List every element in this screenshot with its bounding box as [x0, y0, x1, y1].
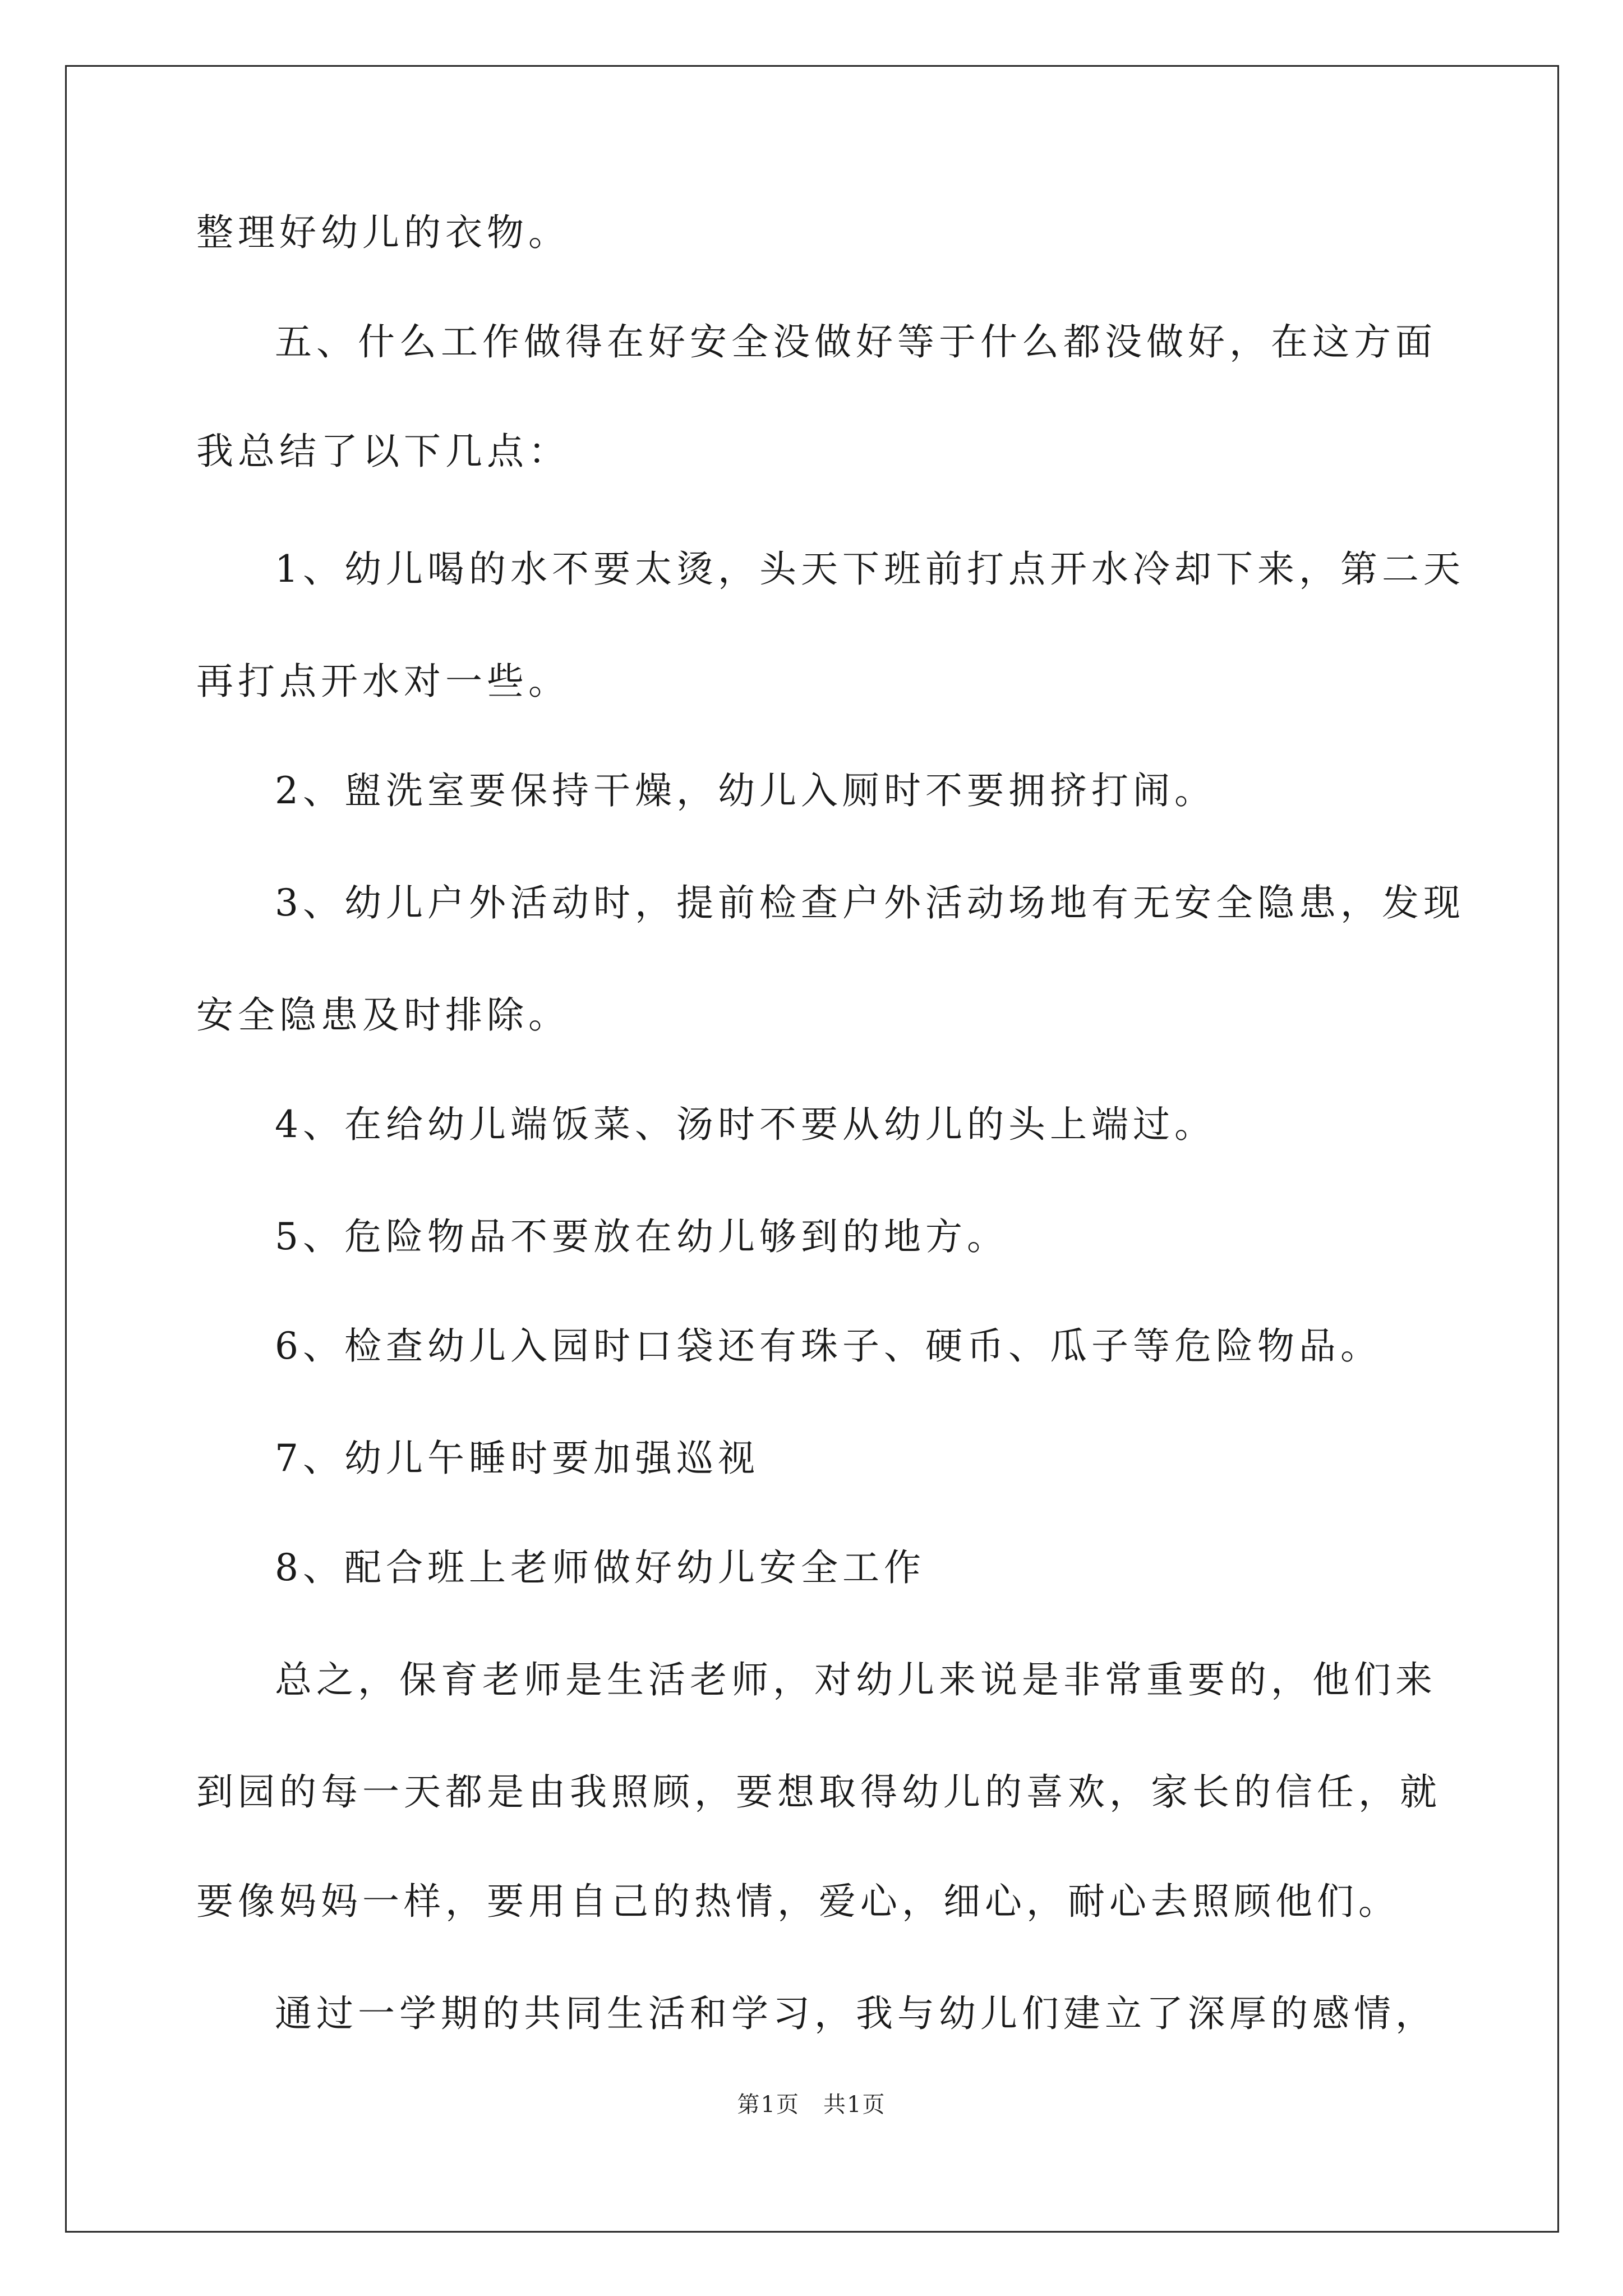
text-line: 7、幼儿午睡时要加强巡视	[275, 1437, 759, 1480]
text-line: 再打点开水对一些。	[196, 660, 570, 703]
text-line: 到园的每一天都是由我照顾，要想取得幼儿的喜欢，家长的信任，就	[196, 1770, 1441, 1814]
text-line: 五、什么工作做得在好安全没做好等于什么都没做好，在这方面	[275, 320, 1437, 364]
text-line: 6、检查幼儿入园时口袋还有珠子、硬币、瓜子等危险物品。	[275, 1324, 1382, 1368]
text-line: 8、配合班上老师做好幼儿安全工作	[275, 1546, 925, 1589]
text-line: 5、危险物品不要放在幼儿够到的地方。	[275, 1215, 1008, 1258]
text-line: 总之，保育老师是生活老师，对幼儿来说是非常重要的，他们来	[275, 1658, 1437, 1701]
text-line: 3、幼儿户外活动时，提前检查户外活动场地有无安全隐患，发现	[275, 881, 1465, 924]
text-line: 安全隐患及时排除。	[196, 993, 570, 1037]
text-line: 要像妈妈一样，要用自己的热情，爱心，细心，耐心去照顾他们。	[196, 1880, 1400, 1923]
text-line: 通过一学期的共同生活和学习，我与幼儿们建立了深厚的感情，	[275, 1992, 1437, 2035]
text-line: 我总结了以下几点：	[196, 430, 570, 473]
text-line: 4、在给幼儿端饭菜、汤时不要从幼儿的头上端过。	[275, 1103, 1216, 1146]
text-line: 2、盥洗室要保持干燥，幼儿入厕时不要拥挤打闹。	[275, 769, 1216, 812]
text-line: 整理好幼儿的衣物。	[196, 211, 570, 254]
text-line: 1、幼儿喝的水不要太烫，头天下班前打点开水冷却下来，第二天	[275, 547, 1465, 591]
page-number-footer: 第1页 共1页	[737, 2092, 886, 2118]
